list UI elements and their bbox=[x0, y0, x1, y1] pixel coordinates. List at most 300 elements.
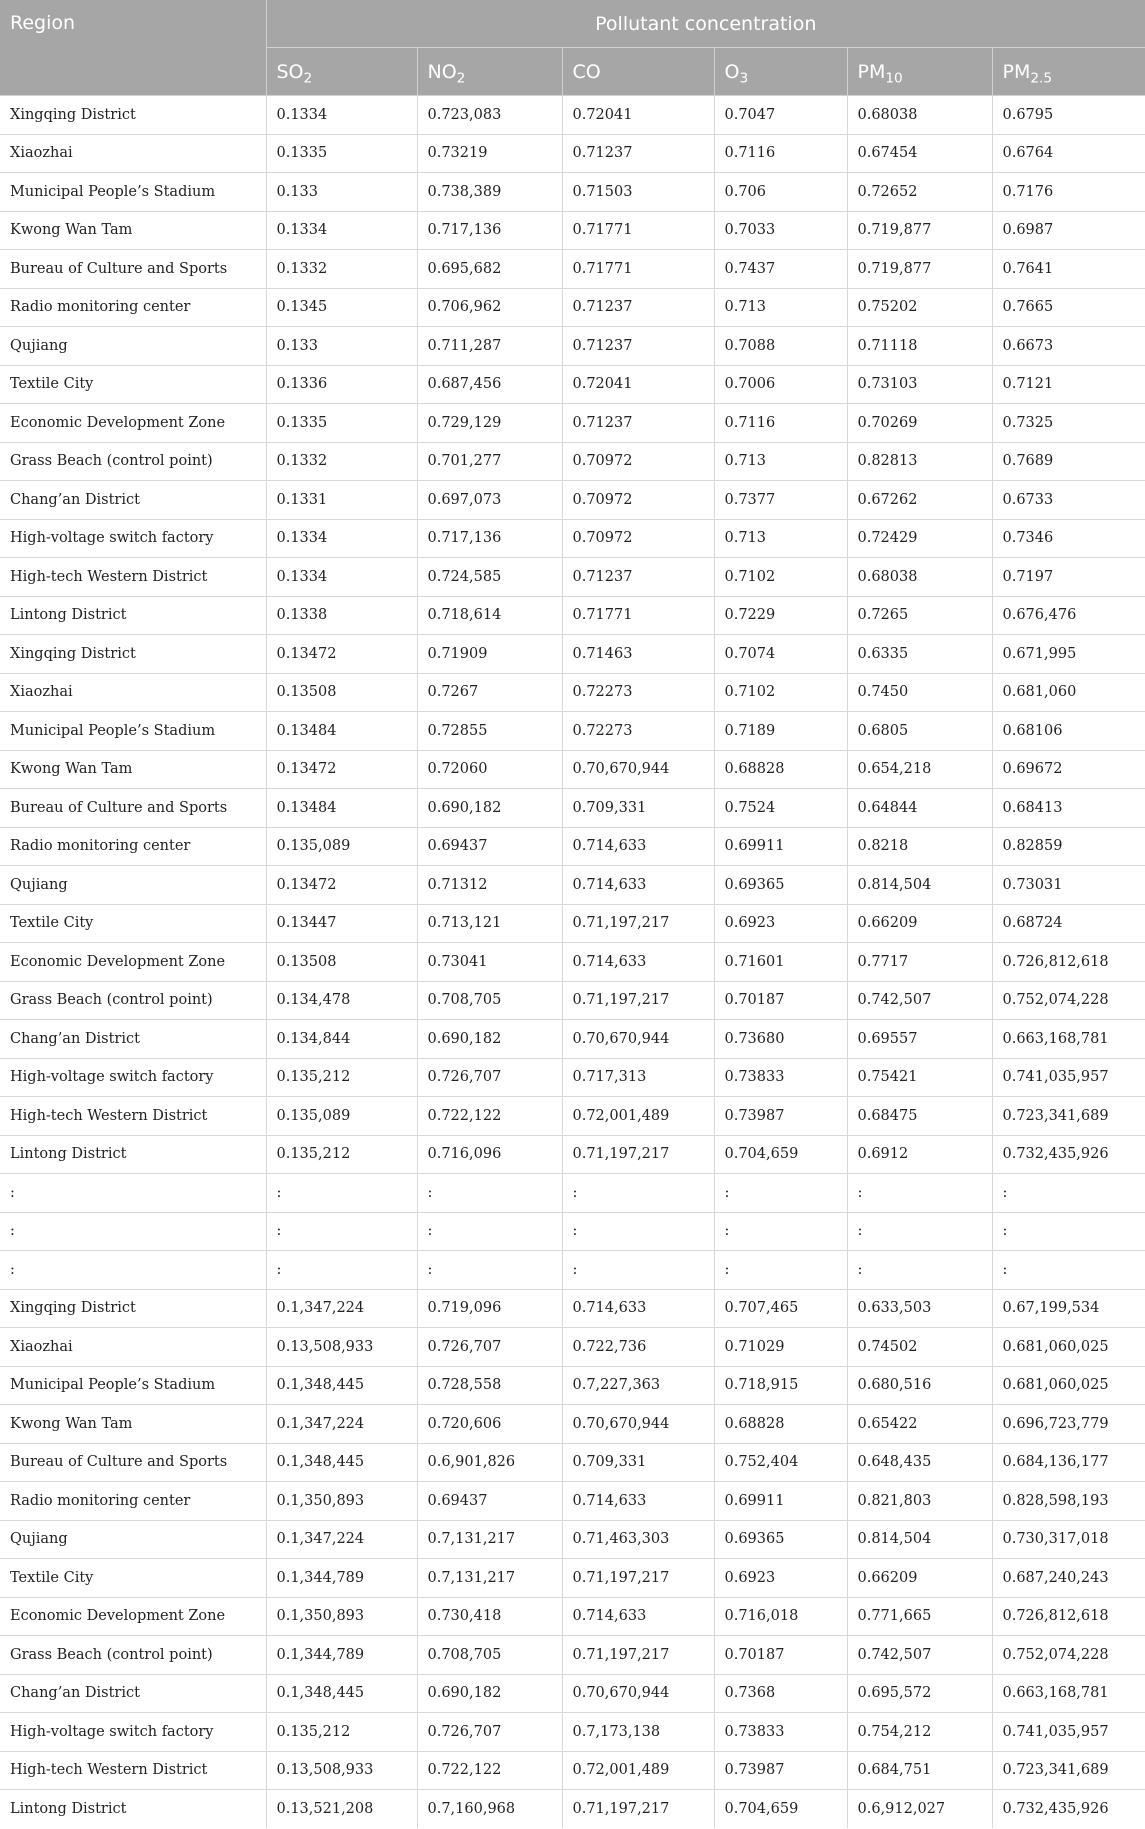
o3-cell: 0.713 bbox=[714, 442, 847, 481]
so2-cell: 0.135,212 bbox=[266, 1135, 417, 1174]
so2-cell: 0.1334 bbox=[266, 96, 417, 135]
pm25-cell: : bbox=[992, 1251, 1145, 1290]
co-cell: 0.70,670,944 bbox=[562, 1674, 714, 1713]
pm10-cell: 0.75421 bbox=[847, 1058, 992, 1097]
pm10-cell: 0.82813 bbox=[847, 442, 992, 481]
table-row bbox=[0, 288, 1145, 327]
table-row bbox=[0, 1135, 1145, 1174]
co-cell: 0.71,197,217 bbox=[562, 1135, 714, 1174]
table-row bbox=[0, 1713, 1145, 1752]
pm10-cell: 0.67262 bbox=[847, 481, 992, 520]
so2-cell: 0.1334 bbox=[266, 558, 417, 597]
table-row bbox=[0, 866, 1145, 905]
so2-cell: 0.1,350,893 bbox=[266, 1597, 417, 1636]
pm10-cell: 0.754,212 bbox=[847, 1713, 992, 1752]
table-row bbox=[0, 134, 1145, 173]
so2-cell: 0.1,347,224 bbox=[266, 1289, 417, 1328]
table-row bbox=[0, 827, 1145, 866]
region-cell: Municipal People’s Stadium bbox=[0, 1366, 266, 1405]
pm10-cell: 0.74502 bbox=[847, 1328, 992, 1367]
so2-cell: 0.134,844 bbox=[266, 1020, 417, 1059]
no2-cell: 0.718,614 bbox=[417, 596, 562, 635]
table-row bbox=[0, 365, 1145, 404]
region-cell: Xingqing District bbox=[0, 96, 266, 135]
o3-cell: 0.70187 bbox=[714, 1636, 847, 1675]
no2-cell: 0.708,705 bbox=[417, 981, 562, 1020]
pm25-cell: 0.676,476 bbox=[992, 596, 1145, 635]
region-cell: High-voltage switch factory bbox=[0, 1058, 266, 1097]
region-cell: Qujiang bbox=[0, 327, 266, 366]
o3-cell: 0.707,465 bbox=[714, 1289, 847, 1328]
o3-cell: 0.752,404 bbox=[714, 1443, 847, 1482]
o3-cell: 0.71601 bbox=[714, 943, 847, 982]
pm10-cell: : bbox=[847, 1212, 992, 1251]
so2-cell: 0.13484 bbox=[266, 789, 417, 828]
pm25-cell: : bbox=[992, 1212, 1145, 1251]
no2-cell: 0.71909 bbox=[417, 635, 562, 674]
so2-cell: 0.1,347,224 bbox=[266, 1405, 417, 1444]
o3-cell: 0.7033 bbox=[714, 211, 847, 250]
co-cell: : bbox=[562, 1174, 714, 1213]
o3-cell: 0.73987 bbox=[714, 1097, 847, 1136]
no2-cell: 0.729,129 bbox=[417, 404, 562, 443]
no2-cell: 0.6,901,826 bbox=[417, 1443, 562, 1482]
pm25-cell: 0.68413 bbox=[992, 789, 1145, 828]
table-row bbox=[0, 1751, 1145, 1790]
pm10-cell: : bbox=[847, 1174, 992, 1213]
pm25-cell: 0.663,168,781 bbox=[992, 1020, 1145, 1059]
o3-cell: 0.7116 bbox=[714, 134, 847, 173]
no2-cell: 0.716,096 bbox=[417, 1135, 562, 1174]
so2-cell: 0.1334 bbox=[266, 211, 417, 250]
pm10-cell: 0.66209 bbox=[847, 1559, 992, 1598]
table-row bbox=[0, 1174, 1145, 1213]
o3-cell: 0.7524 bbox=[714, 789, 847, 828]
table-row bbox=[0, 250, 1145, 289]
co-cell: 0.70,670,944 bbox=[562, 750, 714, 789]
o3-cell: 0.7368 bbox=[714, 1674, 847, 1713]
pm10-cell: 0.6,912,027 bbox=[847, 1790, 992, 1828]
pm10-cell: 0.8218 bbox=[847, 827, 992, 866]
region-cell: Chang’an District bbox=[0, 1674, 266, 1713]
table-row bbox=[0, 96, 1145, 135]
pm25-cell: 0.723,341,689 bbox=[992, 1751, 1145, 1790]
pm25-cell: 0.6795 bbox=[992, 96, 1145, 135]
pm10-cell: 0.814,504 bbox=[847, 866, 992, 905]
co-cell: 0.714,633 bbox=[562, 1482, 714, 1521]
table-row bbox=[0, 173, 1145, 212]
header-row-top bbox=[0, 0, 1145, 48]
o3-cell: 0.73833 bbox=[714, 1058, 847, 1097]
region-cell: : bbox=[0, 1212, 266, 1251]
co-cell: 0.71237 bbox=[562, 404, 714, 443]
co-cell: 0.71,197,217 bbox=[562, 1559, 714, 1598]
no2-cell: : bbox=[417, 1174, 562, 1213]
table-row bbox=[0, 1097, 1145, 1136]
o3-cell: : bbox=[714, 1212, 847, 1251]
no2-cell: 0.69437 bbox=[417, 827, 562, 866]
region-cell: Economic Development Zone bbox=[0, 404, 266, 443]
pm10-cell: 0.821,803 bbox=[847, 1482, 992, 1521]
pm25-cell: 0.752,074,228 bbox=[992, 1636, 1145, 1675]
so2-cell: 0.1345 bbox=[266, 288, 417, 327]
so2-cell: 0.13484 bbox=[266, 712, 417, 751]
table-row bbox=[0, 211, 1145, 250]
pm10-cell: 0.72652 bbox=[847, 173, 992, 212]
pm25-cell: 0.726,812,618 bbox=[992, 1597, 1145, 1636]
table-row bbox=[0, 1520, 1145, 1559]
pm10-cell: 0.7450 bbox=[847, 673, 992, 712]
region-cell: : bbox=[0, 1251, 266, 1290]
table-row bbox=[0, 750, 1145, 789]
o3-cell: 0.73833 bbox=[714, 1713, 847, 1752]
region-cell: High-tech Western District bbox=[0, 1097, 266, 1136]
so2-cell: : bbox=[266, 1212, 417, 1251]
pm10-cell: 0.771,665 bbox=[847, 1597, 992, 1636]
no2-cell: 0.708,705 bbox=[417, 1636, 562, 1675]
pm25-cell: 0.726,812,618 bbox=[992, 943, 1145, 982]
column-header-subscript: 3 bbox=[739, 69, 749, 86]
pm25-cell: 0.741,035,957 bbox=[992, 1058, 1145, 1097]
co-cell: 0.71,197,217 bbox=[562, 904, 714, 943]
column-header-subscript: 10 bbox=[885, 69, 903, 86]
o3-cell: 0.706 bbox=[714, 173, 847, 212]
column-header-base: CO bbox=[572, 60, 601, 83]
no2-cell: 0.726,707 bbox=[417, 1713, 562, 1752]
co-cell: 0.714,633 bbox=[562, 1597, 714, 1636]
no2-cell: 0.717,136 bbox=[417, 519, 562, 558]
so2-cell: : bbox=[266, 1174, 417, 1213]
pm25-cell: 0.7689 bbox=[992, 442, 1145, 481]
o3-cell: 0.69365 bbox=[714, 1520, 847, 1559]
co-cell: 0.714,633 bbox=[562, 866, 714, 905]
no2-cell: 0.730,418 bbox=[417, 1597, 562, 1636]
so2-cell: 0.13508 bbox=[266, 673, 417, 712]
so2-cell: 0.1,348,445 bbox=[266, 1674, 417, 1713]
pm10-cell: 0.742,507 bbox=[847, 981, 992, 1020]
table-row bbox=[0, 1289, 1145, 1328]
no2-cell: 0.719,096 bbox=[417, 1289, 562, 1328]
region-cell: High-voltage switch factory bbox=[0, 519, 266, 558]
pm10-cell: 0.7717 bbox=[847, 943, 992, 982]
co-cell: 0.70,670,944 bbox=[562, 1405, 714, 1444]
so2-cell: 0.1332 bbox=[266, 442, 417, 481]
table-row bbox=[0, 1366, 1145, 1405]
column-header-no2 bbox=[417, 48, 562, 96]
region-cell: Textile City bbox=[0, 365, 266, 404]
pm10-cell: 0.684,751 bbox=[847, 1751, 992, 1790]
co-cell: 0.717,313 bbox=[562, 1058, 714, 1097]
co-cell: 0.72273 bbox=[562, 712, 714, 751]
pm25-cell: 0.7346 bbox=[992, 519, 1145, 558]
o3-cell: 0.704,659 bbox=[714, 1135, 847, 1174]
region-cell: Xiaozhai bbox=[0, 673, 266, 712]
so2-cell: 0.1,344,789 bbox=[266, 1636, 417, 1675]
no2-cell: 0.713,121 bbox=[417, 904, 562, 943]
no2-cell: 0.728,558 bbox=[417, 1366, 562, 1405]
o3-cell: 0.713 bbox=[714, 519, 847, 558]
co-cell: 0.72,001,489 bbox=[562, 1097, 714, 1136]
pm25-cell: 0.663,168,781 bbox=[992, 1674, 1145, 1713]
table-row bbox=[0, 712, 1145, 751]
pm25-cell: 0.696,723,779 bbox=[992, 1405, 1145, 1444]
pm10-cell: 0.70269 bbox=[847, 404, 992, 443]
pm10-cell: 0.680,516 bbox=[847, 1366, 992, 1405]
no2-cell: 0.7,131,217 bbox=[417, 1520, 562, 1559]
co-cell: 0.709,331 bbox=[562, 789, 714, 828]
pm10-cell: 0.69557 bbox=[847, 1020, 992, 1059]
region-cell: Kwong Wan Tam bbox=[0, 1405, 266, 1444]
pm25-cell: 0.68724 bbox=[992, 904, 1145, 943]
pm10-cell: 0.695,572 bbox=[847, 1674, 992, 1713]
pm25-cell: 0.732,435,926 bbox=[1002, 1800, 1109, 1817]
co-cell: 0.71237 bbox=[562, 558, 714, 597]
pm10-cell: 0.65422 bbox=[847, 1405, 992, 1444]
co-cell: 0.72041 bbox=[562, 96, 714, 135]
region-cell: Xiaozhai bbox=[0, 134, 266, 173]
no2-cell: 0.720,606 bbox=[417, 1405, 562, 1444]
region-cell: Radio monitoring center bbox=[0, 288, 266, 327]
region-cell: Xiaozhai bbox=[0, 1328, 266, 1367]
no2-cell: 0.687,456 bbox=[417, 365, 562, 404]
pm25-cell: 0.681,060 bbox=[992, 673, 1145, 712]
pm10-cell: 0.742,507 bbox=[847, 1636, 992, 1675]
so2-cell: 0.1335 bbox=[266, 404, 417, 443]
region-cell: Kwong Wan Tam bbox=[0, 750, 266, 789]
co-cell: 0.71237 bbox=[562, 288, 714, 327]
table-row bbox=[0, 943, 1145, 982]
so2-cell: 0.135,212 bbox=[266, 1713, 417, 1752]
table-row bbox=[0, 1636, 1145, 1675]
pm10-cell: 0.68038 bbox=[847, 96, 992, 135]
region-cell: Bureau of Culture and Sports bbox=[0, 1443, 266, 1482]
pm25-cell: : bbox=[992, 1174, 1145, 1213]
pm10-cell: 0.719,877 bbox=[847, 250, 992, 289]
co-cell: 0.714,633 bbox=[562, 827, 714, 866]
pm10-cell: 0.633,503 bbox=[847, 1289, 992, 1328]
region-cell: Economic Development Zone bbox=[0, 1597, 266, 1636]
column-header-so2 bbox=[266, 48, 417, 96]
pm25-cell: 0.7665 bbox=[992, 288, 1145, 327]
o3-cell: 0.7116 bbox=[714, 404, 847, 443]
region-cell: High-voltage switch factory bbox=[0, 1713, 266, 1752]
table-row bbox=[0, 789, 1145, 828]
o3-cell: 0.718,915 bbox=[714, 1366, 847, 1405]
no2-cell: 0.690,182 bbox=[417, 1674, 562, 1713]
no2-cell: : bbox=[417, 1212, 562, 1251]
so2-cell: 0.13,508,933 bbox=[266, 1328, 417, 1367]
table-row bbox=[0, 558, 1145, 597]
o3-cell: 0.68828 bbox=[714, 750, 847, 789]
table-row bbox=[0, 1020, 1145, 1059]
so2-cell: 0.1,350,893 bbox=[266, 1482, 417, 1521]
pm10-cell: : bbox=[847, 1251, 992, 1290]
pollutant-group-header: Pollutant concentration bbox=[266, 0, 1145, 48]
column-header-subscript: 2 bbox=[303, 69, 313, 86]
column-header-base: PM bbox=[857, 60, 886, 83]
o3-cell: 0.704,659 bbox=[714, 1790, 847, 1828]
region-cell: Grass Beach (control point) bbox=[0, 442, 266, 481]
co-cell: 0.70972 bbox=[562, 481, 714, 520]
pm10-cell: 0.72429 bbox=[847, 519, 992, 558]
pm10-cell: 0.66209 bbox=[847, 904, 992, 943]
co-cell: 0.72273 bbox=[562, 673, 714, 712]
pm25-cell: 0.7325 bbox=[992, 404, 1145, 443]
table-row bbox=[0, 1559, 1145, 1598]
pm10-cell: 0.7265 bbox=[847, 596, 992, 635]
co-cell: 0.7,173,138 bbox=[562, 1713, 714, 1752]
so2-cell: 0.13508 bbox=[266, 943, 417, 982]
pm10-cell: 0.75202 bbox=[847, 288, 992, 327]
so2-cell: 0.134,478 bbox=[266, 981, 417, 1020]
co-cell: 0.71771 bbox=[562, 250, 714, 289]
column-header-subscript: 2.5 bbox=[1030, 69, 1053, 86]
column-header-pm25 bbox=[992, 48, 1145, 96]
no2-cell: 0.738,389 bbox=[417, 173, 562, 212]
no2-cell: 0.72060 bbox=[417, 750, 562, 789]
co-cell: 0.71771 bbox=[562, 211, 714, 250]
so2-cell: 0.1336 bbox=[266, 365, 417, 404]
region-cell: Lintong District bbox=[0, 1135, 266, 1174]
pm25-cell: 0.7176 bbox=[992, 173, 1145, 212]
co-cell: 0.71503 bbox=[562, 173, 714, 212]
table-header bbox=[0, 0, 1145, 96]
o3-cell: 0.713 bbox=[714, 288, 847, 327]
co-cell: 0.72041 bbox=[562, 365, 714, 404]
pm25-cell: 0.7197 bbox=[992, 558, 1145, 597]
o3-cell: 0.7047 bbox=[714, 96, 847, 135]
region-cell: Radio monitoring center bbox=[0, 1482, 266, 1521]
o3-cell: 0.6923 bbox=[714, 904, 847, 943]
pm25-cell: 0.671,995 bbox=[992, 635, 1145, 674]
o3-cell: 0.7437 bbox=[714, 250, 847, 289]
no2-cell: 0.717,136 bbox=[417, 211, 562, 250]
no2-cell: 0.73219 bbox=[417, 134, 562, 173]
co-cell: 0.70972 bbox=[562, 519, 714, 558]
region-cell: Xingqing District bbox=[0, 635, 266, 674]
o3-cell: 0.7229 bbox=[714, 596, 847, 635]
o3-cell: 0.71029 bbox=[714, 1328, 847, 1367]
region-cell: High-tech Western District bbox=[0, 558, 266, 597]
no2-cell: 0.7,131,217 bbox=[417, 1559, 562, 1598]
region-cell: Textile City bbox=[0, 1559, 266, 1598]
table-row bbox=[0, 404, 1145, 443]
region-cell: Lintong District bbox=[0, 596, 266, 635]
pm25-cell: 0.681,060,025 bbox=[992, 1328, 1145, 1367]
table-row bbox=[0, 519, 1145, 558]
co-cell: 0.71463 bbox=[562, 635, 714, 674]
column-header-pm10 bbox=[847, 48, 992, 96]
so2-cell: 0.1,344,789 bbox=[266, 1559, 417, 1598]
so2-cell: 0.13472 bbox=[266, 750, 417, 789]
co-cell: 0.71,197,217 bbox=[562, 981, 714, 1020]
o3-cell: 0.7006 bbox=[714, 365, 847, 404]
region-cell: : bbox=[0, 1174, 266, 1213]
region-cell: Kwong Wan Tam bbox=[0, 211, 266, 250]
co-cell: 0.7,227,363 bbox=[562, 1366, 714, 1405]
so2-cell: 0.1332 bbox=[266, 250, 417, 289]
so2-cell: 0.1334 bbox=[266, 519, 417, 558]
table-body bbox=[0, 96, 1145, 1828]
o3-cell: 0.70187 bbox=[714, 981, 847, 1020]
region-cell: Qujiang bbox=[0, 1520, 266, 1559]
table-row bbox=[0, 635, 1145, 674]
pm25-cell: 0.69672 bbox=[992, 750, 1145, 789]
so2-cell: 0.133 bbox=[266, 173, 417, 212]
table-row bbox=[0, 673, 1145, 712]
so2-cell: 0.13447 bbox=[266, 904, 417, 943]
co-cell: 0.714,633 bbox=[562, 943, 714, 982]
region-cell: Grass Beach (control point) bbox=[0, 1636, 266, 1675]
so2-cell: 0.1335 bbox=[266, 134, 417, 173]
so2-cell: 0.135,212 bbox=[266, 1058, 417, 1097]
co-cell: 0.71771 bbox=[562, 596, 714, 635]
so2-cell: 0.133 bbox=[266, 327, 417, 366]
o3-cell: 0.7074 bbox=[714, 635, 847, 674]
pm10-cell: 0.6912 bbox=[847, 1135, 992, 1174]
table-row bbox=[0, 904, 1145, 943]
pm25-cell: 0.82859 bbox=[992, 827, 1145, 866]
no2-cell: : bbox=[417, 1251, 562, 1290]
so2-cell: 0.135,089 bbox=[266, 827, 417, 866]
co-cell: 0.71237 bbox=[562, 327, 714, 366]
o3-cell: 0.7102 bbox=[714, 558, 847, 597]
region-cell: Economic Development Zone bbox=[0, 943, 266, 982]
so2-cell: 0.13472 bbox=[266, 866, 417, 905]
o3-cell: 0.7377 bbox=[714, 481, 847, 520]
pm25-cell: 0.684,136,177 bbox=[992, 1443, 1145, 1482]
pm25-cell: 0.828,598,193 bbox=[992, 1482, 1145, 1521]
table-row bbox=[0, 1482, 1145, 1521]
region-header: Region bbox=[0, 0, 266, 96]
pm25-cell: 0.741,035,957 bbox=[992, 1713, 1145, 1752]
pm25-cell: 0.6987 bbox=[992, 211, 1145, 250]
no2-cell: 0.701,277 bbox=[417, 442, 562, 481]
region-cell: Grass Beach (control point) bbox=[0, 981, 266, 1020]
pm25-cell: 0.732,435,926 bbox=[992, 1135, 1145, 1174]
co-cell: 0.722,736 bbox=[562, 1328, 714, 1367]
pm10-cell: 0.68038 bbox=[847, 558, 992, 597]
no2-cell: 0.722,122 bbox=[417, 1097, 562, 1136]
region-cell: Textile City bbox=[0, 904, 266, 943]
table-row bbox=[0, 1212, 1145, 1251]
o3-cell: 0.69365 bbox=[714, 866, 847, 905]
pm25-cell: 0.6764 bbox=[992, 134, 1145, 173]
co-cell: 0.70,670,944 bbox=[562, 1020, 714, 1059]
so2-cell: 0.135,089 bbox=[266, 1097, 417, 1136]
pm25-cell: 0.67,199,534 bbox=[992, 1289, 1145, 1328]
table-row bbox=[0, 1443, 1145, 1482]
region-cell: Bureau of Culture and Sports bbox=[0, 250, 266, 289]
pm25-cell: 0.7121 bbox=[992, 365, 1145, 404]
co-cell: 0.71,463,303 bbox=[562, 1520, 714, 1559]
no2-cell: 0.711,287 bbox=[417, 327, 562, 366]
region-cell: Lintong District bbox=[0, 1790, 266, 1828]
so2-cell: 0.1,348,445 bbox=[266, 1443, 417, 1482]
table-row bbox=[0, 1597, 1145, 1636]
table-row bbox=[0, 1674, 1145, 1713]
region-cell: Qujiang bbox=[0, 866, 266, 905]
o3-cell: 0.68828 bbox=[714, 1405, 847, 1444]
pm10-cell: 0.67454 bbox=[847, 134, 992, 173]
pm10-cell: 0.6805 bbox=[847, 712, 992, 751]
table-row bbox=[0, 1328, 1145, 1367]
region-cell: Radio monitoring center bbox=[0, 827, 266, 866]
column-header-co bbox=[562, 48, 714, 96]
no2-cell: 0.723,083 bbox=[417, 96, 562, 135]
region-cell: Xingqing District bbox=[0, 1289, 266, 1328]
pm10-cell: 0.68475 bbox=[847, 1097, 992, 1136]
